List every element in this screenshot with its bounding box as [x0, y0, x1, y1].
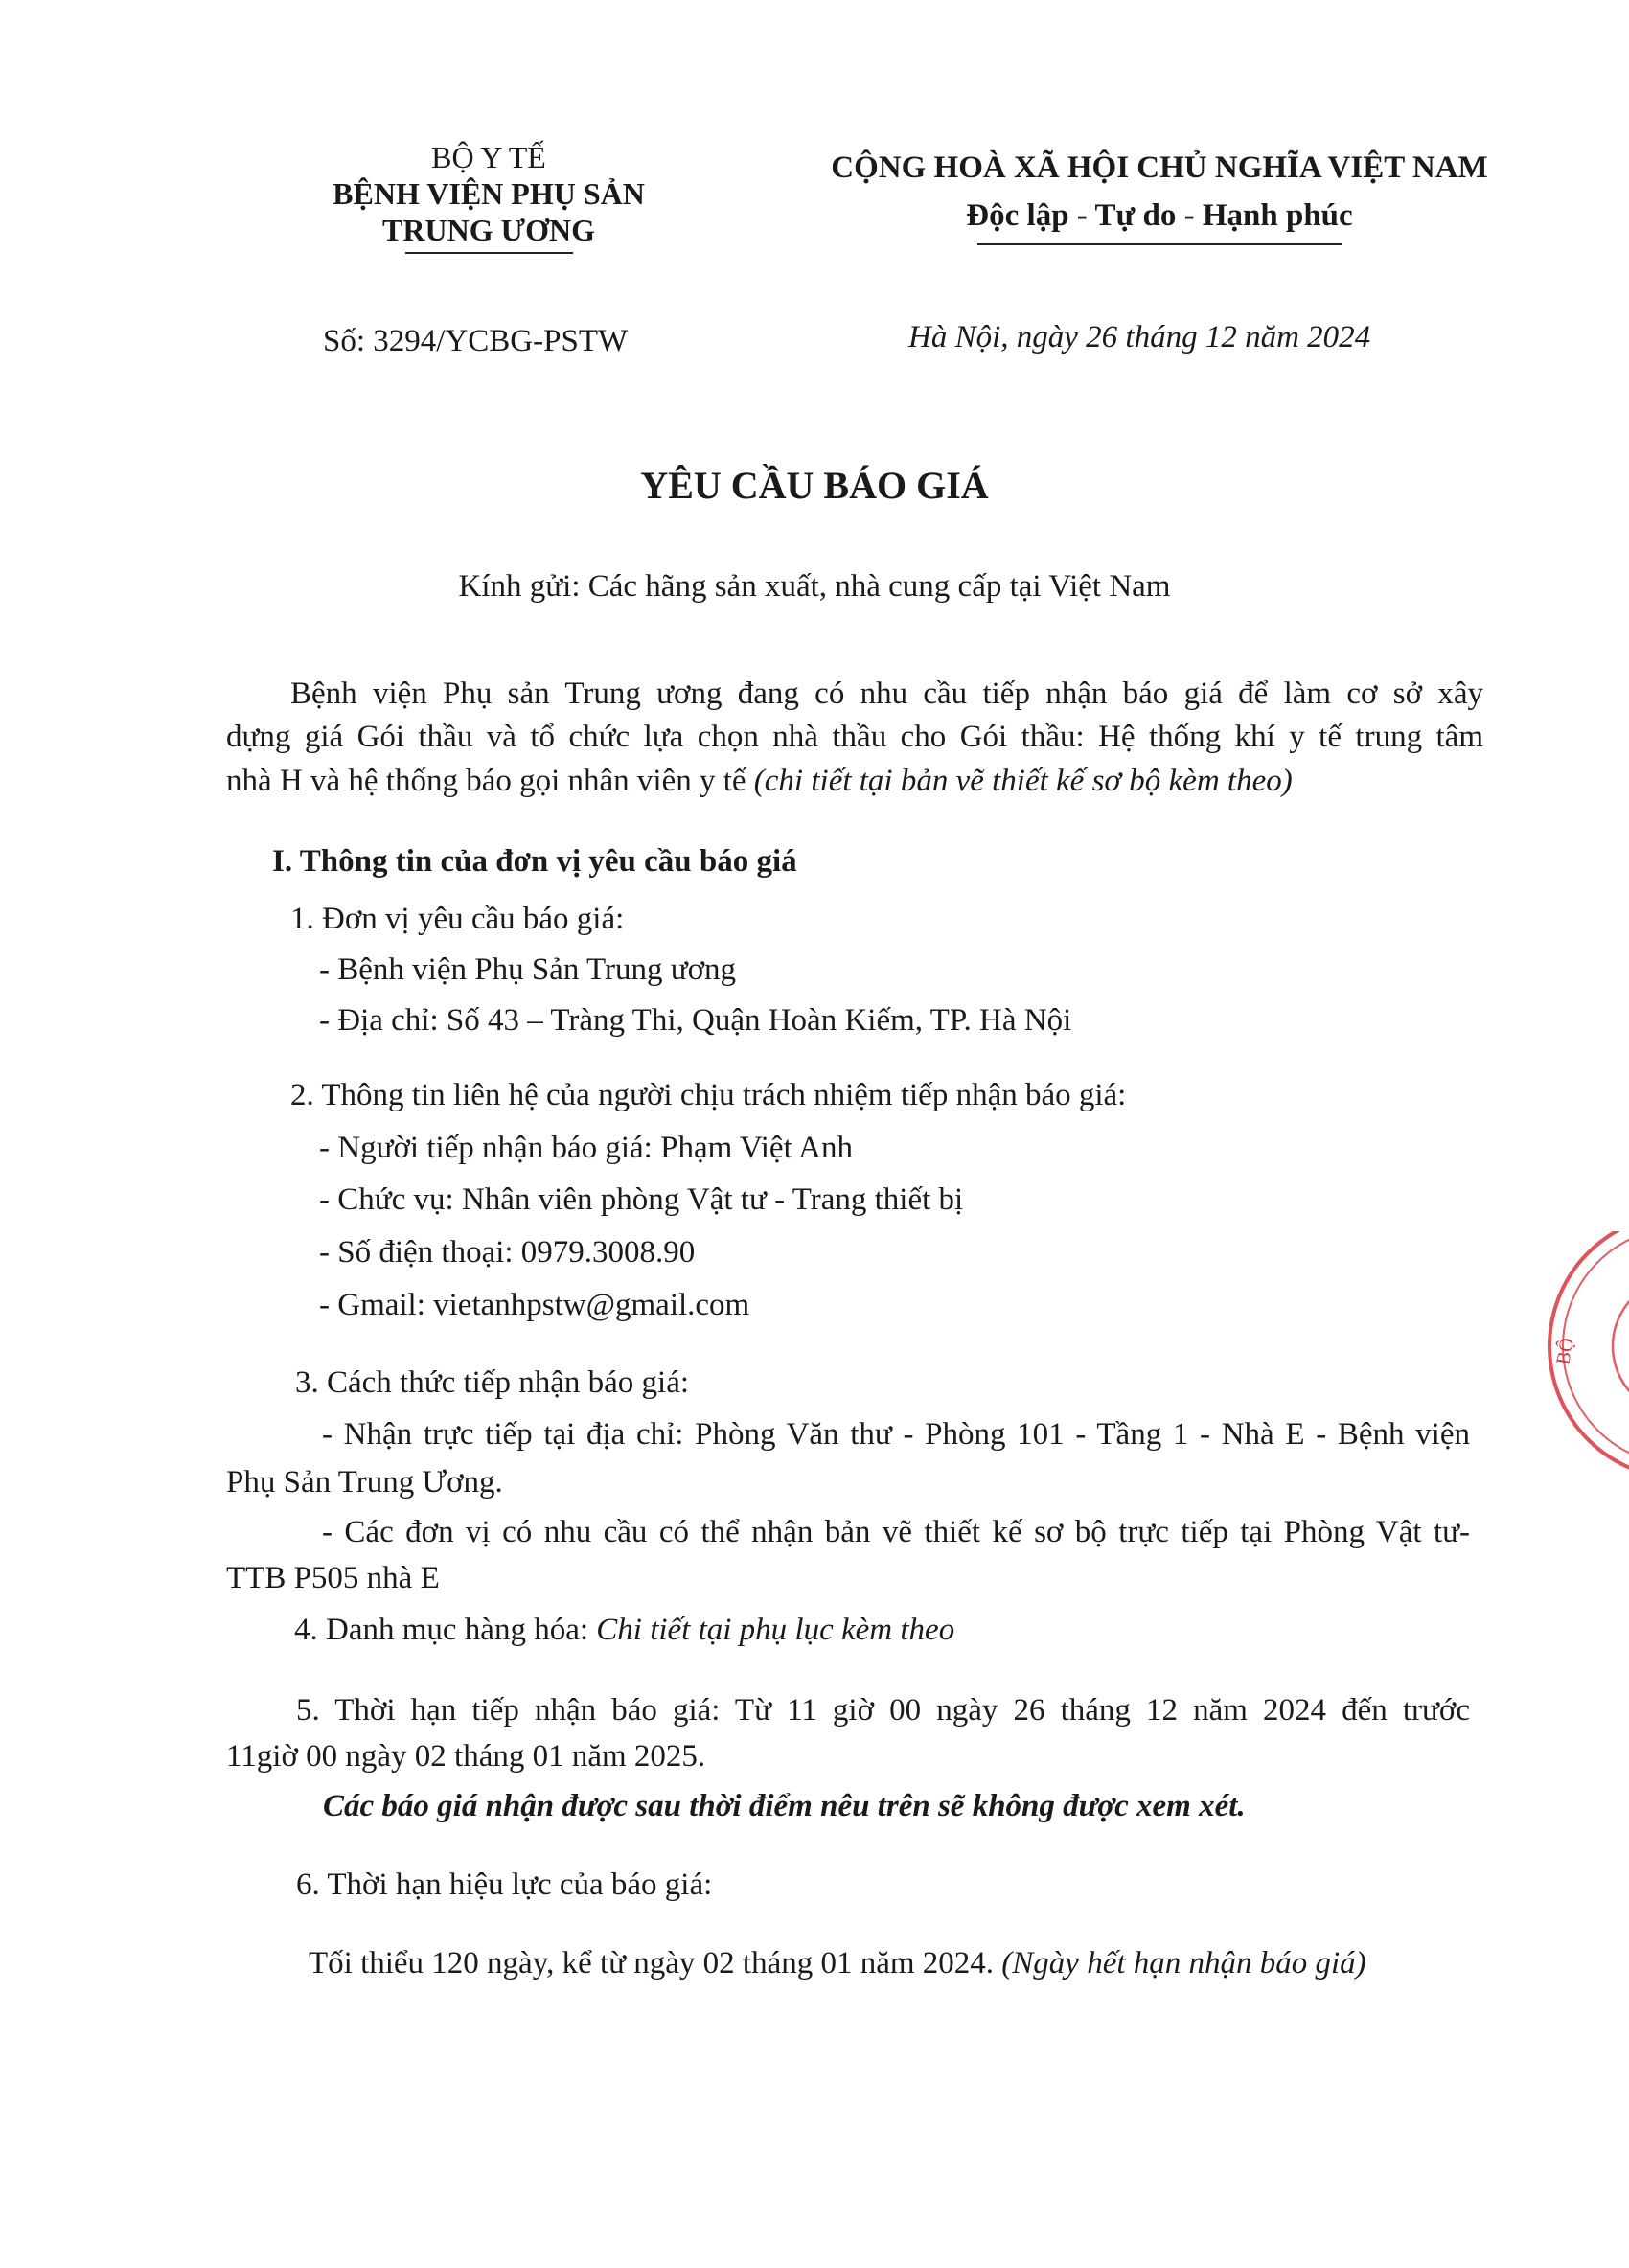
stamp-text: BỘ	[1552, 1336, 1578, 1366]
item-3-drawing-line-2: TTB P505 nhà E	[226, 1561, 440, 1595]
item-4-row	[294, 1612, 954, 1648]
item-2-email: - Gmail: vietanhpstw@gmail.com	[319, 1288, 750, 1322]
item-5-note: Các báo giá nhận được sau thời điểm nêu trên sẽ không được xem xét.	[323, 1789, 1246, 1823]
intro-line-3-note: (chi tiết tại bản vẽ thiết kế sơ bộ kèm theo)	[753, 764, 1293, 798]
document-title: YÊU CẦU BÁO GIÁ	[640, 464, 989, 507]
hospital-name-line1: BỆNH VIỆN PHỤ SẢN	[333, 176, 645, 211]
item-6-value	[309, 1945, 1366, 1982]
item-3-drawing-line-1: - Các đơn vị có nhu cầu có thể nhận bản vẽ thiết kế sơ bộ trực tiếp tại Phòng Vật tư-	[322, 1515, 1470, 1549]
item-3-direct-line-1: - Nhận trực tiếp tại địa chỉ: Phòng Văn thư - Phòng 101 - Tầng 1 - Nhà E - Bệnh viện	[322, 1417, 1470, 1452]
document-number: Số: 3294/YCBG-PSTW	[323, 324, 629, 358]
item-4-label: 4. Danh mục hàng hóa:	[294, 1613, 597, 1647]
item-6-value-note: (Ngày hết hạn nhận báo giá)	[1001, 1946, 1366, 1981]
intro-line-3	[226, 763, 1293, 799]
item-2-phone: - Số điện thoại: 0979.3008.90	[319, 1235, 696, 1270]
agency-underline	[405, 252, 573, 254]
country-name: CỘNG HOÀ XÃ HỘI CHỦ NGHĨA VIỆT NAM	[831, 150, 1488, 185]
intro-line-3-text: nhà H và hệ thống báo gọi nhân viên y tế	[226, 764, 754, 798]
place-and-date: Hà Nội, ngày 26 tháng 12 năm 2024	[908, 320, 1371, 355]
item-6-value-text: Tối thiểu 120 ngày, kể từ ngày 02 tháng 01 năm 2024.	[309, 1946, 1002, 1981]
item-2-person: - Người tiếp nhận báo giá: Phạm Việt Anh	[319, 1131, 854, 1165]
ministry-name: BỘ Y TẾ	[431, 140, 546, 174]
item-2-title: 2. Thông tin liên hệ của người chịu trách nhiệm tiếp nhận báo giá:	[290, 1078, 1127, 1112]
item-3-direct-line-2: Phụ Sản Trung Ương.	[226, 1465, 503, 1500]
national-header-block	[795, 144, 1524, 245]
item-4-value: Chi tiết tại phụ lục kèm theo	[596, 1613, 955, 1647]
item-5-line-1: 5. Thời hạn tiếp nhận báo giá: Từ 11 giờ 00 ngày 26 tháng 12 năm 2024 đến trước	[296, 1693, 1470, 1728]
motto-underline	[977, 243, 1342, 245]
hospital-name-line2: TRUNG ƯƠNG	[382, 213, 595, 247]
item-2-position: - Chức vụ: Nhân viên phòng Vật tư - Trang thiết bị	[319, 1182, 964, 1217]
official-stamp-fragment	[1538, 1231, 1629, 1480]
item-6-title: 6. Thời hạn hiệu lực của báo giá:	[296, 1867, 713, 1902]
recipient-line: Kính gửi: Các hãng sản xuất, nhà cung cấp tại Việt Nam	[458, 569, 1171, 604]
item-1-title: 1. Đơn vị yêu cầu báo giá:	[290, 902, 625, 936]
item-5-line-2: 11giờ 00 ngày 02 tháng 01 năm 2025.	[226, 1739, 706, 1774]
item-3-title: 3. Cách thức tiếp nhận báo giá:	[295, 1365, 690, 1400]
issuing-agency-block	[307, 139, 671, 254]
intro-line-1: Bệnh viện Phụ sản Trung ương đang có nhu cầu tiếp nhận báo giá để làm cơ sở xây	[290, 676, 1483, 711]
intro-line-2: dựng giá Gói thầu và tổ chức lựa chọn nhà thầu cho Gói thầu: Hệ thống khí y tế trung tâm	[226, 720, 1483, 754]
item-1-address: - Địa chỉ: Số 43 – Tràng Thi, Quận Hoàn Kiếm, TP. Hà Nội	[319, 1003, 1072, 1038]
section-1-heading: I. Thông tin của đơn vị yêu cầu báo giá	[272, 844, 797, 879]
item-1-name: - Bệnh viện Phụ Sản Trung ương	[319, 952, 737, 987]
national-motto: Độc lập - Tự do - Hạnh phúc	[966, 198, 1353, 233]
